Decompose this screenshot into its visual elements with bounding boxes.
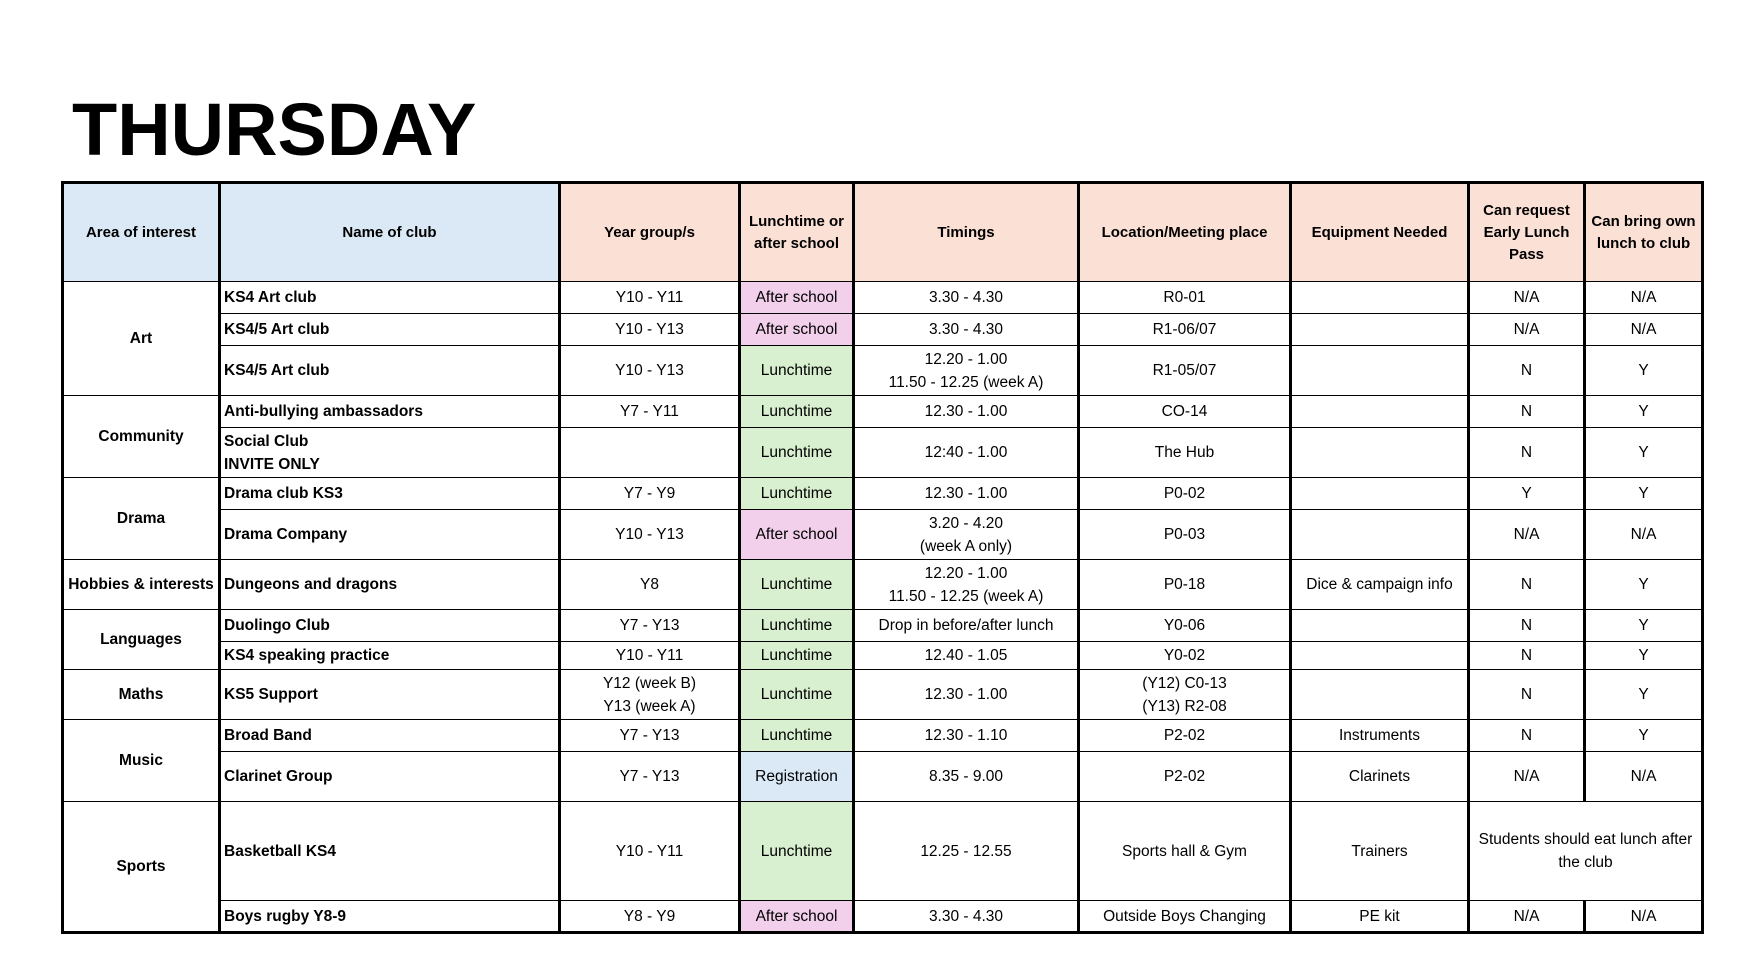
equipment (1291, 642, 1469, 670)
cell-line: KS5 Support (224, 686, 318, 703)
cell-line: 3.30 - 4.30 (928, 907, 1004, 925)
cell-line: Y7 - Y13 (619, 617, 680, 634)
header-when: Lunchtime or after school (740, 183, 854, 282)
location (1079, 314, 1291, 346)
table-row (63, 478, 1703, 510)
cell-line: KS4 speaking practice (224, 647, 390, 664)
club-name (220, 610, 560, 642)
cell-line: (week A only) (919, 537, 1013, 555)
equipment: Trainers (1291, 802, 1469, 901)
cell-line: Y7 - Y13 (619, 727, 680, 744)
header-area: Area of interest (63, 183, 220, 282)
location (1079, 901, 1291, 933)
own-lunch: Y (1585, 670, 1703, 720)
header-equipment: Equipment Needed (1291, 183, 1469, 282)
page-title: THURSDAY (72, 88, 477, 171)
cell-line: Y10 - Y13 (615, 321, 684, 338)
timings (854, 396, 1079, 428)
cell-line: 8.35 - 9.00 (928, 768, 1004, 785)
early-lunch-pass: N (1469, 610, 1585, 642)
clubs-timetable (61, 181, 1704, 934)
lunch-note: Students should eat lunch after the club (1469, 802, 1703, 901)
area-of-interest: Maths (63, 670, 220, 720)
table-row (63, 314, 1703, 346)
year-groups (560, 282, 740, 314)
table-row (63, 610, 1703, 642)
club-name (220, 720, 560, 752)
club-name (220, 396, 560, 428)
header-location: Location/Meeting place (1079, 183, 1291, 282)
cell-line: 12.30 - 1.00 (924, 403, 1008, 420)
cell-line: 12.30 - 1.00 (924, 686, 1008, 703)
location (1079, 346, 1291, 396)
cell-line: Outside Boys Changing (1103, 907, 1266, 925)
session-type: Lunchtime (740, 478, 854, 510)
equipment (1291, 428, 1469, 478)
cell-line: The Hub (1154, 444, 1215, 461)
session-type: After school (740, 510, 854, 560)
own-lunch: Y (1585, 478, 1703, 510)
year-groups (560, 720, 740, 752)
year-groups (560, 396, 740, 428)
cell-line: Y10 - Y11 (615, 647, 684, 664)
cell-line: 12.30 - 1.10 (924, 727, 1008, 744)
cell-line: Y8 - Y9 (623, 907, 676, 925)
cell-line: 12.20 - 1.00 (924, 350, 1008, 368)
area-of-interest: Languages (63, 610, 220, 670)
timings (854, 642, 1079, 670)
club-name (220, 560, 560, 610)
session-type: Lunchtime (740, 610, 854, 642)
cell-line: 3.30 - 4.30 (928, 289, 1004, 306)
equipment (1291, 610, 1469, 642)
year-groups (560, 346, 740, 396)
club-name (220, 282, 560, 314)
cell-line: KS4/5 Art club (224, 362, 330, 379)
timings (854, 510, 1079, 560)
equipment: Dice & campaign info (1291, 560, 1469, 610)
early-lunch-pass: N/A (1469, 901, 1585, 933)
early-lunch-pass: N (1469, 720, 1585, 752)
cell-line: 12.40 - 1.05 (924, 647, 1008, 664)
year-groups (560, 642, 740, 670)
session-type: After school (740, 314, 854, 346)
cell-line: KS4/5 Art club (224, 321, 330, 338)
club-name (220, 802, 560, 901)
equipment: Clarinets (1291, 752, 1469, 802)
cell-line: 12.30 - 1.00 (924, 485, 1008, 502)
table-row (63, 720, 1703, 752)
year-groups (560, 901, 740, 933)
own-lunch: N/A (1585, 282, 1703, 314)
location (1079, 478, 1291, 510)
session-type: Lunchtime (740, 670, 854, 720)
cell-line: Boys rugby Y8-9 (224, 907, 347, 925)
own-lunch: N/A (1585, 901, 1703, 933)
header-own-lunch: Can bring own lunch to club (1585, 183, 1703, 282)
timings (854, 478, 1079, 510)
early-lunch-pass: Y (1469, 478, 1585, 510)
cell-line: Y10 - Y13 (615, 362, 684, 379)
cell-line: P2-02 (1163, 768, 1206, 785)
year-groups (560, 314, 740, 346)
cell-line: 3.30 - 4.30 (928, 321, 1004, 338)
timings (854, 610, 1079, 642)
own-lunch: Y (1585, 346, 1703, 396)
early-lunch-pass: N/A (1469, 314, 1585, 346)
cell-line: Drama club KS3 (224, 485, 343, 502)
area-of-interest: Art (63, 282, 220, 396)
own-lunch: N/A (1585, 510, 1703, 560)
area-of-interest: Music (63, 720, 220, 802)
session-type: After school (740, 901, 854, 933)
equipment: PE kit (1291, 901, 1469, 933)
timings (854, 282, 1079, 314)
cell-line: Y0-06 (1163, 617, 1206, 634)
header-early-pass: Can request Early Lunch Pass (1469, 183, 1585, 282)
table-row (63, 282, 1703, 314)
header-year: Year group/s (560, 183, 740, 282)
session-type: Lunchtime (740, 346, 854, 396)
cell-line: Y7 - Y13 (619, 768, 680, 785)
location (1079, 670, 1291, 720)
equipment (1291, 346, 1469, 396)
early-lunch-pass: N (1469, 560, 1585, 610)
year-groups (560, 478, 740, 510)
equipment (1291, 670, 1469, 720)
own-lunch: Y (1585, 720, 1703, 752)
club-name (220, 901, 560, 933)
session-type: Registration (740, 752, 854, 802)
club-name (220, 752, 560, 802)
table-row (63, 802, 1703, 901)
cell-line: Y10 - Y13 (615, 526, 684, 543)
equipment (1291, 478, 1469, 510)
timings (854, 670, 1079, 720)
timings (854, 314, 1079, 346)
location (1079, 752, 1291, 802)
location (1079, 428, 1291, 478)
timetable-body (63, 282, 1703, 933)
early-lunch-pass: N (1469, 396, 1585, 428)
location (1079, 720, 1291, 752)
cell-line: Drop in before/after lunch (878, 617, 1054, 634)
table-row (63, 560, 1703, 610)
timings (854, 752, 1079, 802)
area-of-interest: Sports (63, 802, 220, 933)
cell-line: P0-18 (1163, 576, 1206, 593)
early-lunch-pass: N/A (1469, 752, 1585, 802)
header-row (63, 183, 1703, 282)
cell-line: (Y13) R2-08 (1142, 697, 1227, 715)
timings (854, 560, 1079, 610)
club-name (220, 428, 560, 478)
cell-line: Social Club (224, 432, 309, 450)
location (1079, 396, 1291, 428)
location (1079, 282, 1291, 314)
location (1079, 642, 1291, 670)
cell-line: Y0-02 (1163, 647, 1206, 664)
own-lunch: N/A (1585, 752, 1703, 802)
year-groups (560, 610, 740, 642)
cell-line: Y13 (week A) (603, 697, 696, 715)
session-type: Lunchtime (740, 560, 854, 610)
cell-line: P2-02 (1163, 727, 1206, 744)
timings (854, 720, 1079, 752)
cell-line: 11.50 - 12.25 (week A) (888, 373, 1044, 391)
timings (854, 346, 1079, 396)
cell-line: P0-02 (1163, 485, 1206, 502)
session-type: Lunchtime (740, 642, 854, 670)
year-groups (560, 428, 740, 478)
timings (854, 428, 1079, 478)
early-lunch-pass: N (1469, 670, 1585, 720)
early-lunch-pass: N/A (1469, 510, 1585, 560)
cell-line: KS4 Art club (224, 289, 317, 306)
area-of-interest: Community (63, 396, 220, 478)
cell-line: R0-01 (1163, 289, 1206, 306)
club-name (220, 478, 560, 510)
location (1079, 560, 1291, 610)
early-lunch-pass: N/A (1469, 282, 1585, 314)
table-row (63, 346, 1703, 396)
session-type: Lunchtime (740, 428, 854, 478)
table-row (63, 428, 1703, 478)
cell-line: 11.50 - 12.25 (week A) (888, 587, 1044, 605)
timings (854, 901, 1079, 933)
table-row (63, 752, 1703, 802)
club-name (220, 642, 560, 670)
early-lunch-pass: N (1469, 346, 1585, 396)
own-lunch: N/A (1585, 314, 1703, 346)
session-type: Lunchtime (740, 720, 854, 752)
own-lunch: Y (1585, 642, 1703, 670)
early-lunch-pass: N (1469, 428, 1585, 478)
club-name (220, 346, 560, 396)
area-of-interest: Hobbies & interests (63, 560, 220, 610)
session-type: Lunchtime (740, 802, 854, 901)
cell-line: P0-03 (1163, 526, 1206, 543)
year-groups (560, 560, 740, 610)
cell-line: 12.25 - 12.55 (920, 842, 1012, 860)
cell-line: Y8 (640, 576, 659, 593)
cell-line: Broad Band (224, 727, 312, 744)
location (1079, 610, 1291, 642)
own-lunch: Y (1585, 396, 1703, 428)
cell-line: Y7 - Y11 (620, 403, 679, 420)
club-name (220, 314, 560, 346)
table-row (63, 396, 1703, 428)
location (1079, 802, 1291, 901)
equipment (1291, 396, 1469, 428)
early-lunch-pass: N (1469, 642, 1585, 670)
equipment (1291, 510, 1469, 560)
club-name (220, 670, 560, 720)
cell-line: Basketball KS4 (224, 842, 336, 860)
timings (854, 802, 1079, 901)
own-lunch: Y (1585, 610, 1703, 642)
header-timings: Timings (854, 183, 1079, 282)
year-groups (560, 802, 740, 901)
cell-line: Y10 - Y11 (615, 842, 684, 860)
cell-line: Dungeons and dragons (224, 576, 398, 593)
table-row (63, 510, 1703, 560)
cell-line: Sports hall & Gym (1122, 842, 1247, 860)
cell-line: Y7 - Y9 (623, 485, 676, 502)
own-lunch: Y (1585, 428, 1703, 478)
cell-line: 12.20 - 1.00 (924, 564, 1008, 582)
year-groups (560, 752, 740, 802)
cell-line: CO-14 (1161, 403, 1208, 420)
club-name (220, 510, 560, 560)
own-lunch: Y (1585, 560, 1703, 610)
session-type: Lunchtime (740, 396, 854, 428)
cell-line: Drama Company (224, 526, 348, 543)
table-row (63, 901, 1703, 933)
cell-line: 12:40 - 1.00 (924, 444, 1008, 461)
cell-line: R1-05/07 (1152, 362, 1217, 379)
cell-line: Anti-bullying ambassadors (224, 403, 423, 420)
equipment (1291, 314, 1469, 346)
cell-line: Clarinet Group (224, 768, 333, 785)
cell-line: INVITE ONLY (224, 455, 320, 473)
equipment (1291, 282, 1469, 314)
cell-line: R1-06/07 (1152, 321, 1217, 338)
header-name: Name of club (220, 183, 560, 282)
cell-line: (Y12) C0-13 (1142, 674, 1227, 692)
cell-line: Y12 (week B) (602, 674, 697, 692)
cell-line: 3.20 - 4.20 (928, 514, 1004, 532)
year-groups (560, 510, 740, 560)
equipment: Instruments (1291, 720, 1469, 752)
location (1079, 510, 1291, 560)
year-groups (560, 670, 740, 720)
area-of-interest: Drama (63, 478, 220, 560)
table-row (63, 642, 1703, 670)
cell-line: Duolingo Club (224, 617, 330, 634)
cell-line: Y10 - Y11 (615, 289, 684, 306)
table-row (63, 670, 1703, 720)
session-type: After school (740, 282, 854, 314)
